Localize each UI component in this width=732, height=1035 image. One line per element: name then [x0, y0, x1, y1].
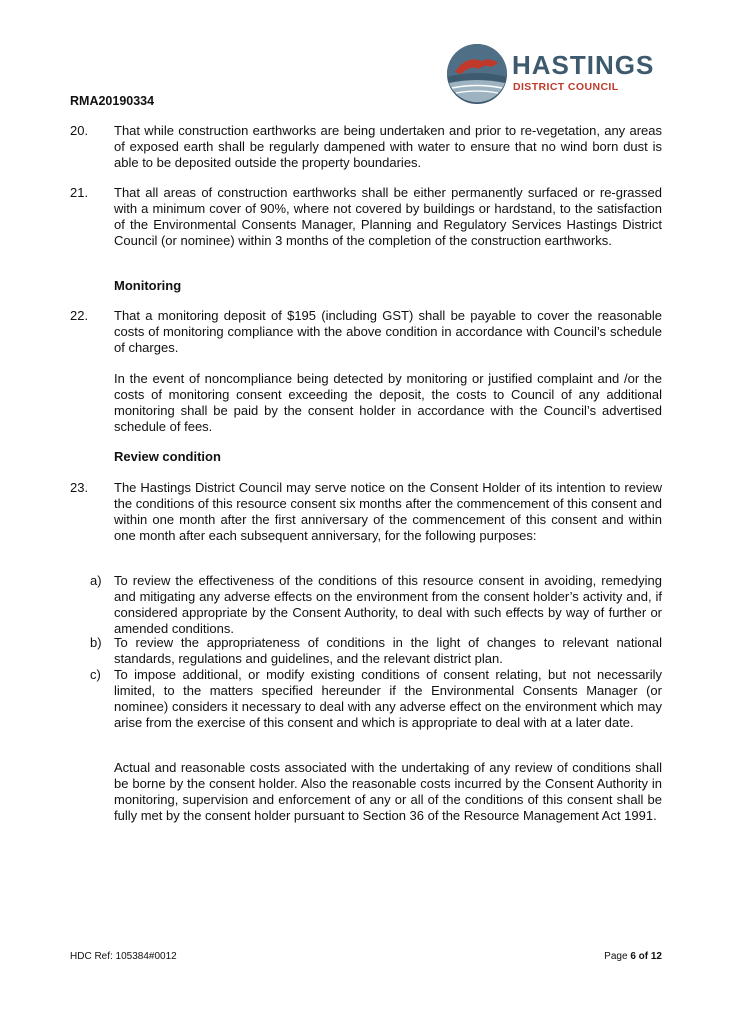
condition-number: 23.	[70, 480, 89, 495]
hastings-logo	[446, 43, 660, 105]
monitoring-extra-paragraph: In the event of noncompliance being detected by monitoring or justified complaint and /or the costs of monitoring consent exceeding the deposit, the costs to Council of any additional monitoring shall be paid by the consent holder in accordance with the Council’s advertised schedule of fees.	[114, 371, 662, 434]
purpose-letter: a)	[90, 573, 102, 588]
condition-number: 21.	[70, 185, 89, 200]
logo-title: HASTINGS	[512, 50, 655, 80]
logo-subtitle: DISTRICT COUNCIL	[513, 81, 619, 93]
purpose-letter: b)	[90, 635, 102, 650]
condition-text: That while construction earthworks are being undertaken and prior to re-vegetation, any areas of exposed earth shall be regularly dampened with water to ensure that no wind born dust is able to be deposited outside the property boundaries.	[114, 123, 662, 170]
condition-number: 22.	[70, 308, 89, 323]
purpose-text: To impose additional, or modify existing conditions of consent relating, but not necessarily limited, to the matters specified hereunder if the Environmental Consents Manager (or nominee) considers it necessary to deal with any adverse effect on the environment which may arise from the exercise of this consent and which is appropriate to deal with at a later date.	[114, 667, 662, 730]
page-number	[604, 951, 662, 962]
page-total: 12	[650, 951, 662, 962]
costs-paragraph: Actual and reasonable costs associated with the undertaking of any review of conditions shall be borne by the consent holder. Also the reasonable costs incurred by the Consent Authority in monitoring, supervision and enforcement of any or all of the conditions of this consent shall be fully met by the consent holder pursuant to Section 36 of the Resource Management Act 1991.	[114, 760, 662, 823]
section-heading-review: Review condition	[114, 449, 221, 464]
purpose-letter: c)	[90, 667, 101, 682]
consent-reference: RMA20190334	[70, 94, 155, 108]
purpose-text: To review the effectiveness of the conditions of this resource consent in avoiding, remedying and mitigating any adverse effects on the environment from the consent holder’s activity and, if considered appropriate by the Consent Authority, to deal with such effects by way of further or amended conditions.	[114, 573, 662, 636]
page-prefix: Page	[604, 951, 631, 962]
page-current: 6	[630, 951, 636, 962]
condition-text: That a monitoring deposit of $195 (including GST) shall be payable to cover the reasonable costs of monitoring compliance with the above condition in accordance with Council’s schedule of charges.	[114, 308, 662, 355]
purpose-text: To review the appropriateness of conditions in the light of changes to relevant national standards, regulations and guidelines, and the relevant district plan.	[114, 635, 662, 666]
section-heading-monitoring: Monitoring	[114, 278, 182, 293]
condition-number: 20.	[70, 123, 89, 138]
page-of: of	[635, 951, 651, 962]
condition-text: The Hastings District Council may serve notice on the Consent Holder of its intention to review the conditions of this resource consent six months after the commencement of this consent and within one month after the first anniversary of the commencement of this consent and within one month after each subsequent anniversary, for the following purposes:	[114, 480, 662, 543]
footer-reference: HDC Ref: 105384#0012	[70, 951, 177, 962]
condition-text: That all areas of construction earthworks shall be either permanently surfaced or re-grassed with a minimum cover of 90%, where not covered by buildings or hardstand, to the satisfaction of the Environmental Consents Manager, Planning and Regulatory Services Hastings District Council (or nominee) within 3 months of the completion of the construction earthworks.	[114, 185, 662, 248]
hastings-emblem-icon	[446, 43, 508, 105]
